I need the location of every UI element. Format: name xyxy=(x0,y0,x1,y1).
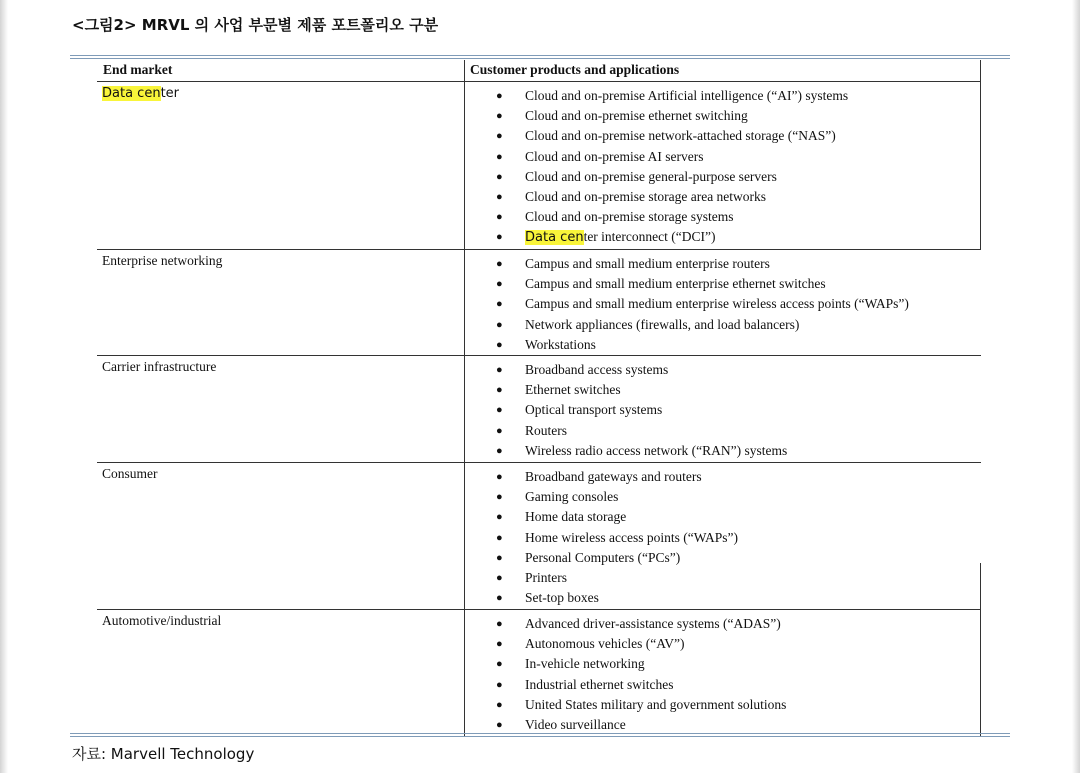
list-item xyxy=(470,614,786,634)
item-text: Advanced driver-assistance systems (“ADAS”) xyxy=(525,616,781,631)
item-text: Campus and small medium enterprise wireless access points (“WAPs”) xyxy=(525,296,909,312)
item-text: ter interconnect (“DCI”) xyxy=(583,229,716,245)
market-cell xyxy=(102,85,179,101)
bullet-icon: ● xyxy=(496,211,503,224)
market-cell: Consumer xyxy=(102,466,158,481)
bullet-icon: ● xyxy=(496,318,503,331)
item-text: Wireless radio access network (“RAN”) systems xyxy=(525,442,788,458)
products-list xyxy=(470,467,738,608)
top-rule xyxy=(70,55,1010,59)
source-note: 자료: Marvell Technology xyxy=(72,745,255,763)
market-cell: Automotive/industrial xyxy=(102,613,222,628)
list-item xyxy=(470,380,787,400)
bullet-icon: ● xyxy=(496,298,503,311)
bullet-icon: ● xyxy=(496,150,503,163)
header-customer-products: Customer products and applications xyxy=(470,62,680,77)
list-item xyxy=(470,360,787,380)
item-text: Industrial ethernet switches xyxy=(525,676,674,692)
table-row-consumer xyxy=(97,463,981,610)
list-item xyxy=(470,634,786,654)
bullet-icon: ● xyxy=(496,592,503,605)
bullet-icon: ● xyxy=(496,258,503,270)
list-item xyxy=(470,126,848,146)
table-row-data-center xyxy=(97,82,981,250)
bullet-icon: ● xyxy=(496,571,503,584)
products-list xyxy=(470,614,786,735)
item-text: Home data storage xyxy=(525,509,627,525)
list-item xyxy=(470,588,738,608)
item-text: Home wireless access points (“WAPs”) xyxy=(525,529,738,545)
item-text: Gaming consoles xyxy=(525,489,619,505)
item-text: Broadband access systems xyxy=(525,362,669,377)
table-row-carrier-infrastructure xyxy=(97,356,981,463)
list-item xyxy=(470,695,786,715)
bullet-icon: ● xyxy=(496,364,503,376)
list-item xyxy=(470,528,738,548)
highlighted-text: Data cen xyxy=(102,86,161,101)
bullet-icon: ● xyxy=(496,90,503,102)
item-text: Broadband gateways and routers xyxy=(525,469,702,484)
list-item xyxy=(470,227,848,247)
list-item xyxy=(470,207,848,227)
header-end-market: End market xyxy=(103,62,173,77)
list-item xyxy=(470,400,787,420)
bullet-icon: ● xyxy=(496,190,503,203)
products-list xyxy=(470,254,909,355)
list-item xyxy=(470,294,909,314)
market-label-rest: ter xyxy=(160,86,180,101)
item-text: Cloud and on-premise storage systems xyxy=(525,209,734,225)
item-text: United States military and government solutions xyxy=(525,696,787,712)
list-item xyxy=(470,147,848,167)
highlighted-text: Data cen xyxy=(525,230,584,246)
item-text: Cloud and on-premise general-purpose servers xyxy=(525,168,777,184)
item-text: Cloud and on-premise Artificial intelligence (“AI”) systems xyxy=(525,88,849,103)
item-text: Set-top boxes xyxy=(525,590,599,606)
item-text: Network appliances (firewalls, and load balancers) xyxy=(525,316,800,332)
bullet-icon: ● xyxy=(496,170,503,183)
bullet-icon: ● xyxy=(496,424,503,437)
bullet-icon: ● xyxy=(496,471,503,483)
market-cell: Enterprise networking xyxy=(102,253,223,268)
item-text: Cloud and on-premise storage area networks xyxy=(525,188,767,204)
item-text: Routers xyxy=(525,422,567,438)
bullet-icon: ● xyxy=(496,231,503,244)
products-list xyxy=(470,86,848,248)
list-item xyxy=(470,254,909,274)
item-text: Cloud and on-premise network-attached storage (“NAS”) xyxy=(525,128,836,144)
list-item xyxy=(470,507,738,527)
item-text: Workstations xyxy=(525,336,596,352)
products-list xyxy=(470,360,787,461)
list-item xyxy=(470,315,909,335)
list-item xyxy=(470,568,738,588)
item-text: Printers xyxy=(525,569,567,585)
bullet-icon: ● xyxy=(496,491,503,504)
table-row-enterprise-networking xyxy=(97,250,981,356)
list-item xyxy=(470,441,787,461)
bullet-icon: ● xyxy=(496,444,503,457)
item-text: Autonomous vehicles (“AV”) xyxy=(525,636,685,652)
market-cell: Carrier infrastructure xyxy=(102,359,217,374)
list-item xyxy=(470,106,848,126)
bullet-icon: ● xyxy=(496,698,503,711)
bullet-icon: ● xyxy=(496,404,503,417)
item-text: Campus and small medium enterprise routers xyxy=(525,256,770,271)
bottom-rule xyxy=(70,733,1010,737)
item-text: Cloud and on-premise ethernet switching xyxy=(525,108,748,124)
list-item xyxy=(470,167,848,187)
bullet-icon: ● xyxy=(496,638,503,651)
bullet-icon: ● xyxy=(496,618,503,630)
bullet-icon: ● xyxy=(496,278,503,291)
list-item xyxy=(470,654,786,674)
bullet-icon: ● xyxy=(496,718,503,731)
bullet-icon: ● xyxy=(496,384,503,397)
item-text: Personal Computers (“PCs”) xyxy=(525,549,681,565)
page-edge-left xyxy=(0,0,8,773)
list-item xyxy=(470,487,738,507)
item-text: Cloud and on-premise AI servers xyxy=(525,148,704,164)
list-item xyxy=(470,675,786,695)
bullet-icon: ● xyxy=(496,511,503,524)
list-item xyxy=(470,86,848,106)
list-item xyxy=(470,187,848,207)
bullet-icon: ● xyxy=(496,338,503,351)
list-item xyxy=(470,421,787,441)
figure-title: <그림2> MRVL 의 사업 부문별 제품 포트폴리오 구분 xyxy=(72,16,439,34)
bullet-icon: ● xyxy=(496,110,503,123)
item-text: In-vehicle networking xyxy=(525,656,645,672)
bullet-icon: ● xyxy=(496,551,503,564)
item-text: Video surveillance xyxy=(525,716,626,732)
item-text: Ethernet switches xyxy=(525,382,621,398)
product-portfolio-table xyxy=(97,60,981,736)
bullet-icon: ● xyxy=(496,678,503,691)
item-text: Campus and small medium enterprise ethernet switches xyxy=(525,276,826,292)
list-item xyxy=(470,335,909,355)
list-item xyxy=(470,548,738,568)
list-item xyxy=(470,467,738,487)
table-header-row xyxy=(97,60,981,82)
table-row-automotive-industrial xyxy=(97,610,981,736)
bullet-icon: ● xyxy=(496,658,503,671)
page-edge-right xyxy=(1072,0,1080,773)
list-item xyxy=(470,274,909,294)
bullet-icon: ● xyxy=(496,531,503,544)
item-text: Optical transport systems xyxy=(525,402,663,418)
bullet-icon: ● xyxy=(496,130,503,143)
